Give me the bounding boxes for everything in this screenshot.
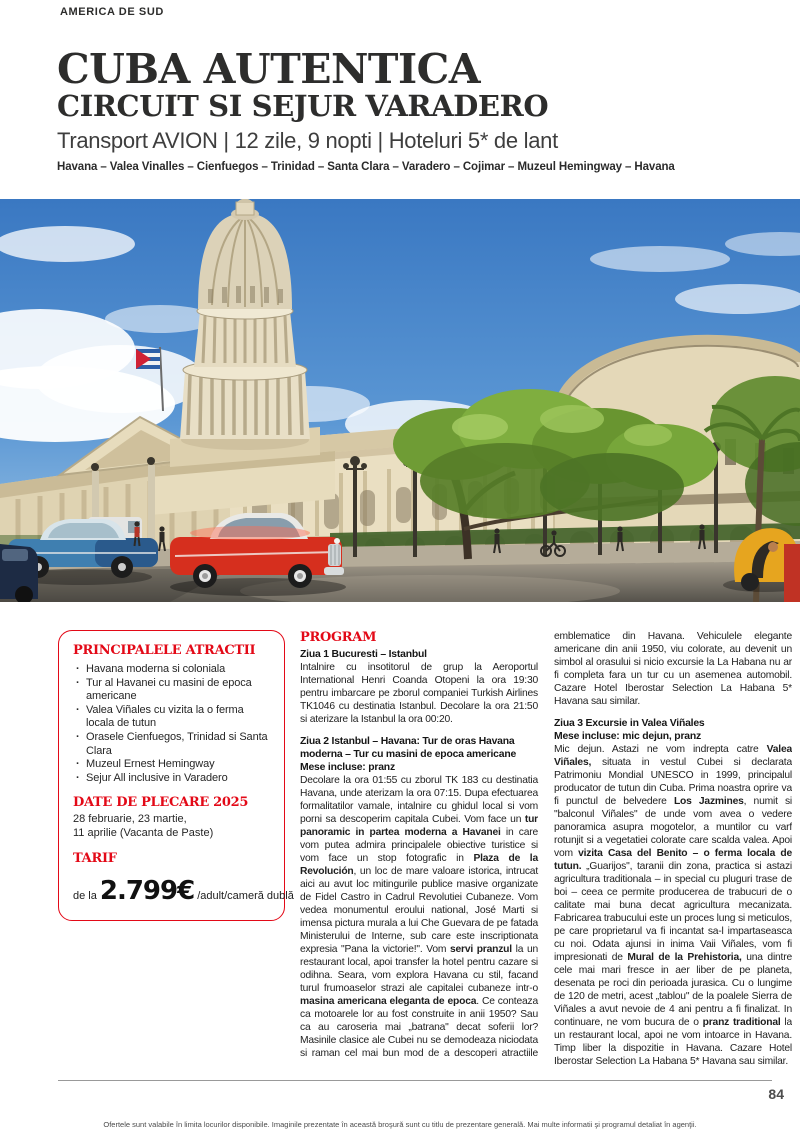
program-day-1 [300,648,538,726]
program-section [300,630,792,1070]
dark-car-edge [0,544,38,602]
departure-dates [73,813,270,841]
attractions-title: PRINCIPALELE ATRACTII [73,643,256,658]
departure-dates-line: 28 februarie, 23 martie, [73,813,187,826]
program-day-3 [554,717,792,1068]
section-eyebrow: AMERICA DE SUD [60,6,164,18]
day-3-meals: Mese incluse: mic dejun, pranz [554,731,702,742]
header-block [57,45,757,173]
day-3-body: Mic dejun. Astazi ne vom indrepta catre Valea Viñales, situata in vestul Cubei si declarata Patrimoniu Mondial UNESCO in 1999, principalul producator de tutun din Cuba. Prima noastra oprire va fi punctul de belvedere Los Jazmines, numit si "balconul Viñales" de unde vom avea o vedere panoramica asupra mogotelor, a muntilor cu varf rotunjit si a vegetatiei colorate care scalda valea. Apoi vom vizita Casa del Benito – o ferma locala de tutun. „Guarijos", taranii din zona, practica si astazi agricultura traditionala – in special cu pluguri trase de boi – ceea ce permite producerea de trabucuri de o calitate mai buna decat agricultura mecanizata. Fabricarea trabucului este un proces lung si meticulos, pe care proprietarul va fi incantat sa-l impartaseasca cu noi. Odata ajunsi in inima Vaii Viñales, vom fi impresionati de Mural de la Prehistoria, una dintre cele mai mari fresce in aer liber de pe planeta, desenata pe roci din perioada jurasica. Cu o lungime de 120 de metri, acest „tablou" de la poalele Sierra de Viñales a avut nevoie de 4 ani pentru a fi finalizat. In continuare, ne vom bucura de o pranz traditional la un restaurant local, apoi ne vom intoarce in Havana. Timp liber la dispozitie in Havana. Cazare Hotel Iberostar Selection La Habana 5* Havana sau similar. [554,744,792,1067]
attractions-list [73,663,270,785]
day-2-heading: Ziua 2 Istanbul – Havana: Tur de oras Havana moderna – Tur cu masini de epoca americane [300,736,517,760]
departure-dates-title: DATE DE PLECARE 2025 [73,795,249,811]
price-value: 2.799€ [99,875,195,906]
attraction-item: · Tur al Havanei cu masini de epoca americane [73,677,270,704]
attraction-item: · Muzeul Ernest Hemingway [73,758,270,772]
departure-dates-line: 11 aprilie (Vacanta de Paste) [73,827,214,840]
page-number: 84 [768,1086,784,1102]
price-row [73,875,294,906]
page-title: CUBA AUTENTICA [57,45,481,93]
trip-route: Havana – Valea Vinalles – Cienfuegos – Trinidad – Santa Clara – Varadero – Cojimar – Muzeul Hemingway – Havana [57,161,675,173]
day-3-heading: Ziua 3 Excursie in Valea Viñales [554,718,705,729]
day-2-meals: Mese incluse: pranz [300,762,395,773]
attraction-item: · Valea Viñales cu vizita la o ferma locala de tutun [73,704,270,731]
page-subtitle: CIRCUIT SI SEJUR VARADERO [57,89,549,123]
program-title: PROGRAM [300,630,377,645]
footer-note: Ofertele sunt valabile în limita locurilor disponibile. Imaginile prezentate în această broşură sunt cu titlu de prezentare generală. Mai multe informatii şi programul detaliat în agenţii. [103,1120,697,1129]
content-columns [58,630,792,1070]
day-1-heading: Ziua 1 Bucuresti – Istanbul [300,649,427,660]
price-prefix: de la [73,889,97,902]
attraction-item: · Havana moderna si coloniala [73,663,270,677]
day-2-body: Decolare la ora 01:55 cu zborul TK 183 cu destinatia Havana, unde aterizam la ora 07:15. Dupa efectuarea formalitatilor vamale, intalnire cu ghidul local si vom porni sa descoperim capitala Cubei. Vom face un tur panoramic in partea moderna a Havanei in care vom putea admira principalele obiective turistice si vom face un stop fotografic in Plaza de la Revolución, un loc de mare valoare istorica, intrucat aici au avut loc mitingurile publice masive organizate de Fidel Castro in Cadrul Revolutiei Cubaneze. Vom vedea monumentul eroului national, José Marti si imensa pictura murala a lui Che Guevara de pe fatada Ministerului de Interne, sub care este inscriptionata expresia "Pana la victorie!". Vom servi pranzul la un restaurant local, apoi transfer la hotel pentru cazare si odihna. Seara, vom explora Havana cu stil, facand turul frumoaselor strazi ale capitalei cubaneze intr-o masina americana eleganta de epoca. Ce conteaza ca motoarele lor au fost construite in anii 1950? Sau ca au caroseria mai „batrana" decat soferii lor? Masinile clasice ale Cubei nu se demodeaza niciodata si raman cel mai bun mod de a descoperi atractiile emblematice din Havana. Vehiculele elegante americane din anii 1950, viu colorate, au devenit un simbol al orasului si nicio excursie la La Habana nu ar fi completa fara un tur cu un asemenea automobil. Cazare Hotel Iberostar Selection La Habana 5* Havana sau similar. [300,631,792,1059]
attraction-item: · Sejur All inclusive in Varadero [73,772,270,786]
price-suffix: /adult/cameră dublă [197,889,294,902]
tariff-title: TARIF [73,850,117,866]
havana-capitol-illustration [0,199,800,602]
havana-capitol-photo [0,199,800,602]
trip-meta: Transport AVION | 12 zile, 9 nopti | Hoteluri 5* de lant [57,128,558,153]
attraction-item: · Orasele Cienfuegos, Trinidad si Santa Clara [73,731,270,758]
day-1-body: Intalnire cu insotitorul de grup la Aeroportul International Henri Coanda Otopeni la ora 19:30 pentru imbarcare pe zborul companiei Turkish Airlines TK1046 cu destinatia Istanbul. Decolare la ora 21:50 si aterizare la Istanbul la ora 00:20. [300,662,538,725]
footer-divider [58,1080,772,1081]
attractions-box [58,630,294,921]
